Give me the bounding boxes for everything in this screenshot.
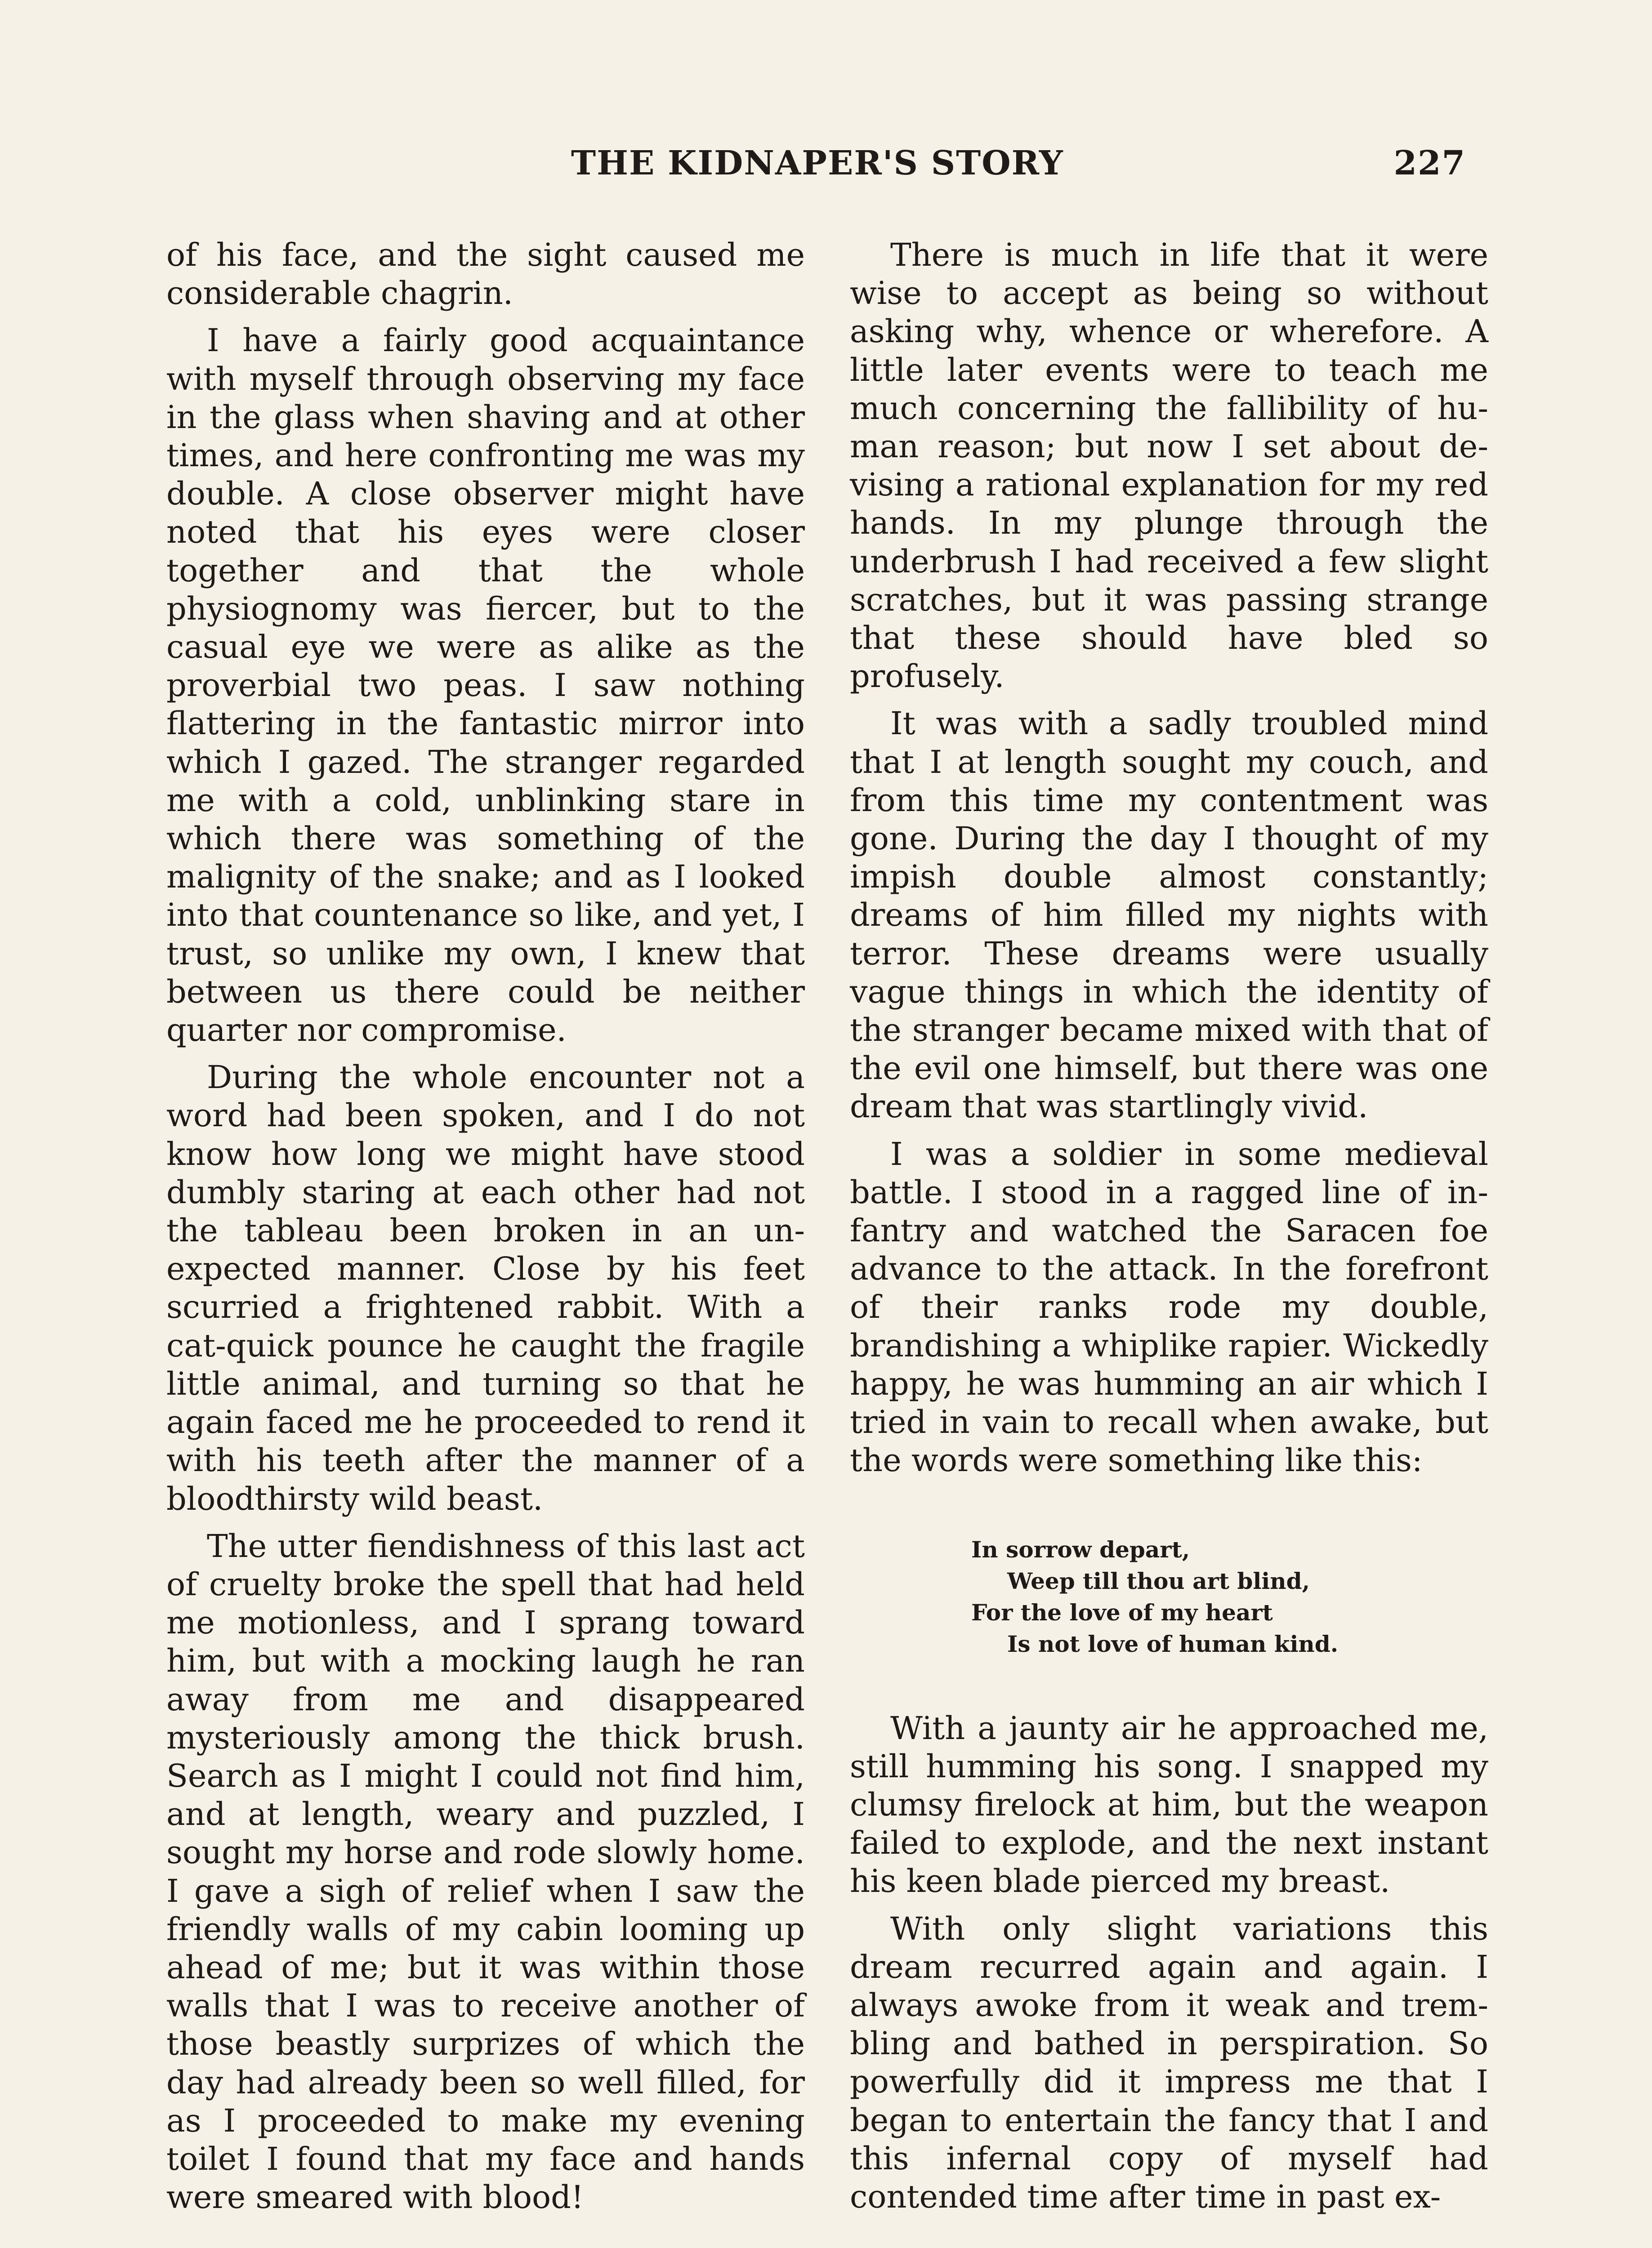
verse-line: In sorrow depart, bbox=[971, 1536, 1190, 1563]
paragraph: During the whole encounter not a word had been spoken, and I do not know how long we might have stood dumbly staring at each other had not the tableau been broken in an unexpected manner. Close by his feet scurried a frightened rabbit. With a cat-quick pounce he caught the fragile little animal, and turning so that he again faced me he proceeded to rend it with his teeth after the manner of a bloodthirsty wild beast. bbox=[166, 1059, 805, 1517]
verse-line: Weep till thou art blind, bbox=[1007, 1567, 1310, 1594]
left-column bbox=[166, 236, 805, 2226]
running-title: THE KIDNAPER'S STORY bbox=[571, 144, 1064, 183]
paragraph: There is much in life that it were wise to accept as being so without asking why, whence or wherefore. A little later events were to teach me much concerning the fallibility of human reason; but now I set about devising a rational explanation for my red hands. In my plunge through the underbrush I had received a few slight scratches, but it was passing strange that these should have bled so profusely. bbox=[850, 236, 1488, 695]
paragraph: With only slight variations this dream recurred again and again. I always awoke from it weak and trembling and bathed in perspiration. So powerfully did it impress me that I began to entertain the fancy that I and this infernal copy of myself had contended time after time in past ex- bbox=[850, 1910, 1488, 2215]
paragraph: The utter fiendishness of this last act of cruelty broke the spell that had held me motionless, and I sprang toward him, but with a mocking laugh he ran away from me and disappeared mysteriously among the thick brush. Search as I might I could not find him, and at length, weary and puzzled, I sought my horse and rode slowly home. I gave a sigh of relief when I saw the friendly walls of my cabin looming up ahead of me; but it was within those walls that I was to receive another of those beastly surprizes of which the day had already been so well filled, for as I proceeded to make my evening toilet I found that my face and hands were smeared with blood! bbox=[166, 1527, 805, 2216]
verse-line: For the love of my heart bbox=[971, 1599, 1273, 1626]
verse-line: Is not love of human kind. bbox=[1007, 1630, 1339, 1657]
paragraph: I was a soldier in some medieval battle. I stood in a ragged line of infantry and watched the Saracen foe advance to the attack. In the forefront of their ranks rode my double, brandishing a whiplike rapier. Wickedly happy, he was humming an air which I tried in vain to recall when awake, but the words were something like this: bbox=[850, 1135, 1488, 1479]
paragraph: I have a fairly good acquaintance with myself through observing my face in the glass when shaving and at other times, and here confronting me was my double. A close observer might have noted that his eyes were closer together and that the whole physiognomy was fiercer, but to the casual eye we were as alike as the proverbial two peas. I saw nothing flattering in the fantastic mirror into which I gazed. The stranger regarded me with a cold, unblinking stare in which there was something of the malignity of the snake; and as I looked into that countenance so like, and yet, I trust, so unlike my own, I knew that between us there could be neither quarter nor compromise. bbox=[166, 322, 805, 1049]
page-header bbox=[571, 144, 1466, 198]
paragraph: With a jaunty air he approached me, still humming his song. I snapped my clumsy firelock at him, but the weapon failed to explode, and the next instant his keen blade pierced my breast. bbox=[850, 1709, 1488, 1900]
right-column bbox=[850, 236, 1488, 2225]
page-number: 227 bbox=[1393, 144, 1466, 183]
paragraph: It was with a sadly troubled mind that I at length sought my couch, and from this time my contentment was gone. During the day I thought of my impish double almost constantly; dreams of him filled my nights with terror. These dreams were usually vague things in which the identity of the stranger became mixed with that of the evil one himself, but there was one dream that was startlingly vivid. bbox=[850, 705, 1488, 1125]
song-verse bbox=[971, 1534, 1488, 1660]
paragraph: of his face, and the sight caused me considerable chagrin. bbox=[166, 236, 805, 312]
